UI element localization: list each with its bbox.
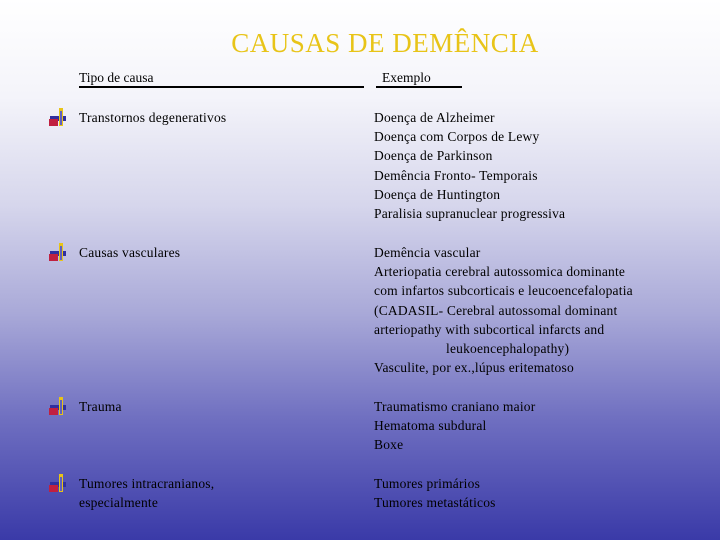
example-item: (CADASIL- Cerebral autossomal dominant	[374, 302, 618, 318]
example-item: Hematoma subdural	[374, 418, 487, 434]
bullet-icon	[46, 241, 68, 263]
examples-degenerative	[374, 108, 714, 223]
cause-trauma	[79, 397, 122, 416]
bullet-icon	[46, 106, 68, 128]
column-header-cause: Tipo de causa	[79, 69, 364, 88]
cause-degenerative	[79, 108, 226, 127]
example-item: Arteriopatia cerebral autossomica dominante	[374, 264, 626, 280]
examples-trauma	[374, 397, 714, 455]
cause-label: especialmente	[79, 495, 159, 510]
example-item: Demência Fronto- Temporais	[374, 167, 538, 183]
example-item: Paralisia supranuclear progressiva	[374, 206, 566, 222]
bullet-icon	[46, 395, 68, 417]
examples-vascular	[374, 243, 714, 377]
example-item: Boxe	[374, 437, 404, 453]
example-item: Doença de Parkinson	[374, 148, 493, 164]
cause-label: Trauma	[79, 399, 122, 414]
example-item: arteriopathy with subcortical infarcts and	[374, 321, 605, 337]
bullet-icon	[46, 472, 68, 494]
example-item: Doença de Alzheimer	[374, 110, 495, 125]
cause-label: Tumores intracranianos,	[79, 476, 215, 491]
example-item: Tumores metastáticos	[374, 495, 496, 511]
cause-tumors	[79, 474, 214, 512]
example-item: Traumatismo craniano maior	[374, 399, 536, 414]
example-item: leukoencephalopathy)	[446, 341, 570, 357]
example-item: Demência vascular	[374, 245, 481, 260]
example-item: Doença com Corpos de Lewy	[374, 129, 540, 145]
cause-vascular	[79, 243, 180, 262]
cause-label: Transtornos degenerativos	[79, 110, 227, 125]
example-item: Doença de Huntington	[374, 186, 501, 202]
example-item: Vasculite, por ex.,lúpus eritematoso	[374, 360, 574, 376]
example-item: Tumores primários	[374, 476, 481, 491]
page-title: CAUSAS DE DEMÊNCIA	[231, 28, 539, 58]
cause-label: Causas vasculares	[79, 245, 181, 260]
column-header-example: Exemplo	[376, 69, 462, 88]
examples-tumors	[374, 474, 714, 512]
example-item: com infartos subcorticais e leucoencefalopatia	[374, 283, 633, 299]
